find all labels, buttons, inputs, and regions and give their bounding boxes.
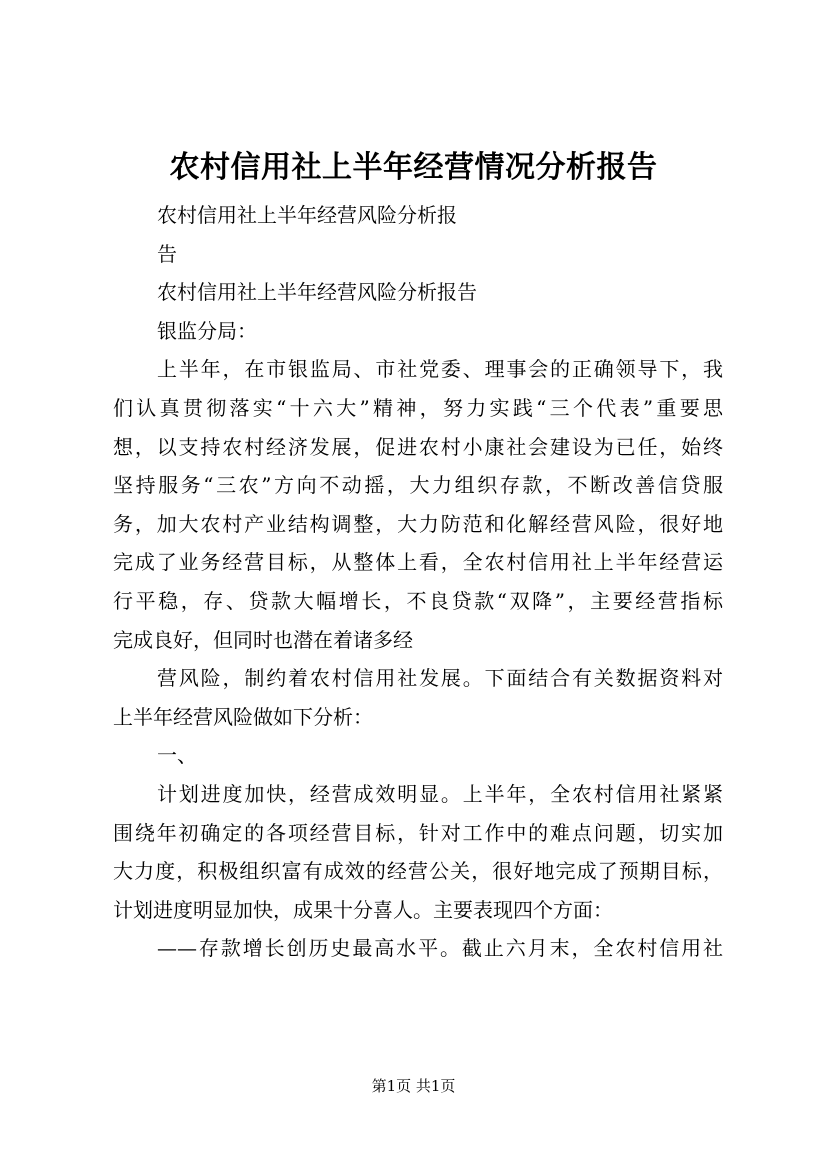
body-line: 农村信用社上半年经营风险分析报告	[157, 280, 477, 305]
body-line: 上半年，在市银监局、市社党委、理事会的正确领导下，我	[157, 357, 723, 382]
body-line: 务，加大农村产业结构调整，大力防范和化解经营风险，很好地	[113, 511, 723, 536]
body-line: 完成了业务经营目标，从整体上看，全农村信用社上半年经营运	[113, 550, 723, 575]
document-title: 农村信用社上半年经营情况分析报告	[169, 150, 658, 185]
body-line: 计划进度明显加快，成果十分喜人。主要表现四个方面：	[113, 897, 613, 922]
body-line: 营风险，制约着农村信用社发展。下面结合有关数据资料对	[157, 666, 723, 691]
body-line: 计划进度加快，经营成效明显。上半年，全农村信用社紧紧	[157, 781, 723, 806]
body-line: 一、	[157, 743, 197, 768]
body-line: 银监分局：	[157, 318, 257, 343]
body-line: 上半年经营风险做如下分析：	[113, 704, 373, 729]
document-body	[113, 196, 723, 968]
body-line: 完成良好，但同时也潜在着诸多经	[113, 627, 413, 652]
body-line: 围绕年初确定的各项经营目标，针对工作中的难点问题，切实加	[113, 820, 723, 845]
body-line: ——存款增长创历史最高水平。截止六月末，全农村信用社	[157, 936, 723, 961]
page-footer: 第1页 共1页	[371, 1077, 456, 1095]
body-line: 坚持服务“三农”方向不动摇，大力组织存款，不断改善信贷服	[113, 473, 723, 498]
body-line: 大力度，积极组织富有成效的经营公关，很好地完成了预期目标，	[113, 859, 723, 884]
body-line: 告	[157, 241, 177, 266]
body-line: 行平稳，存、贷款大幅增长，不良贷款“双降”，主要经营指标	[113, 588, 723, 613]
body-line: 农村信用社上半年经营风险分析报	[157, 203, 457, 227]
body-line: 想，以支持农村经济发展，促进农村小康社会建设为已任，始终	[113, 434, 723, 459]
body-line: 们认真贯彻落实“十六大”精神，努力实践“三个代表”重要思	[113, 395, 723, 420]
